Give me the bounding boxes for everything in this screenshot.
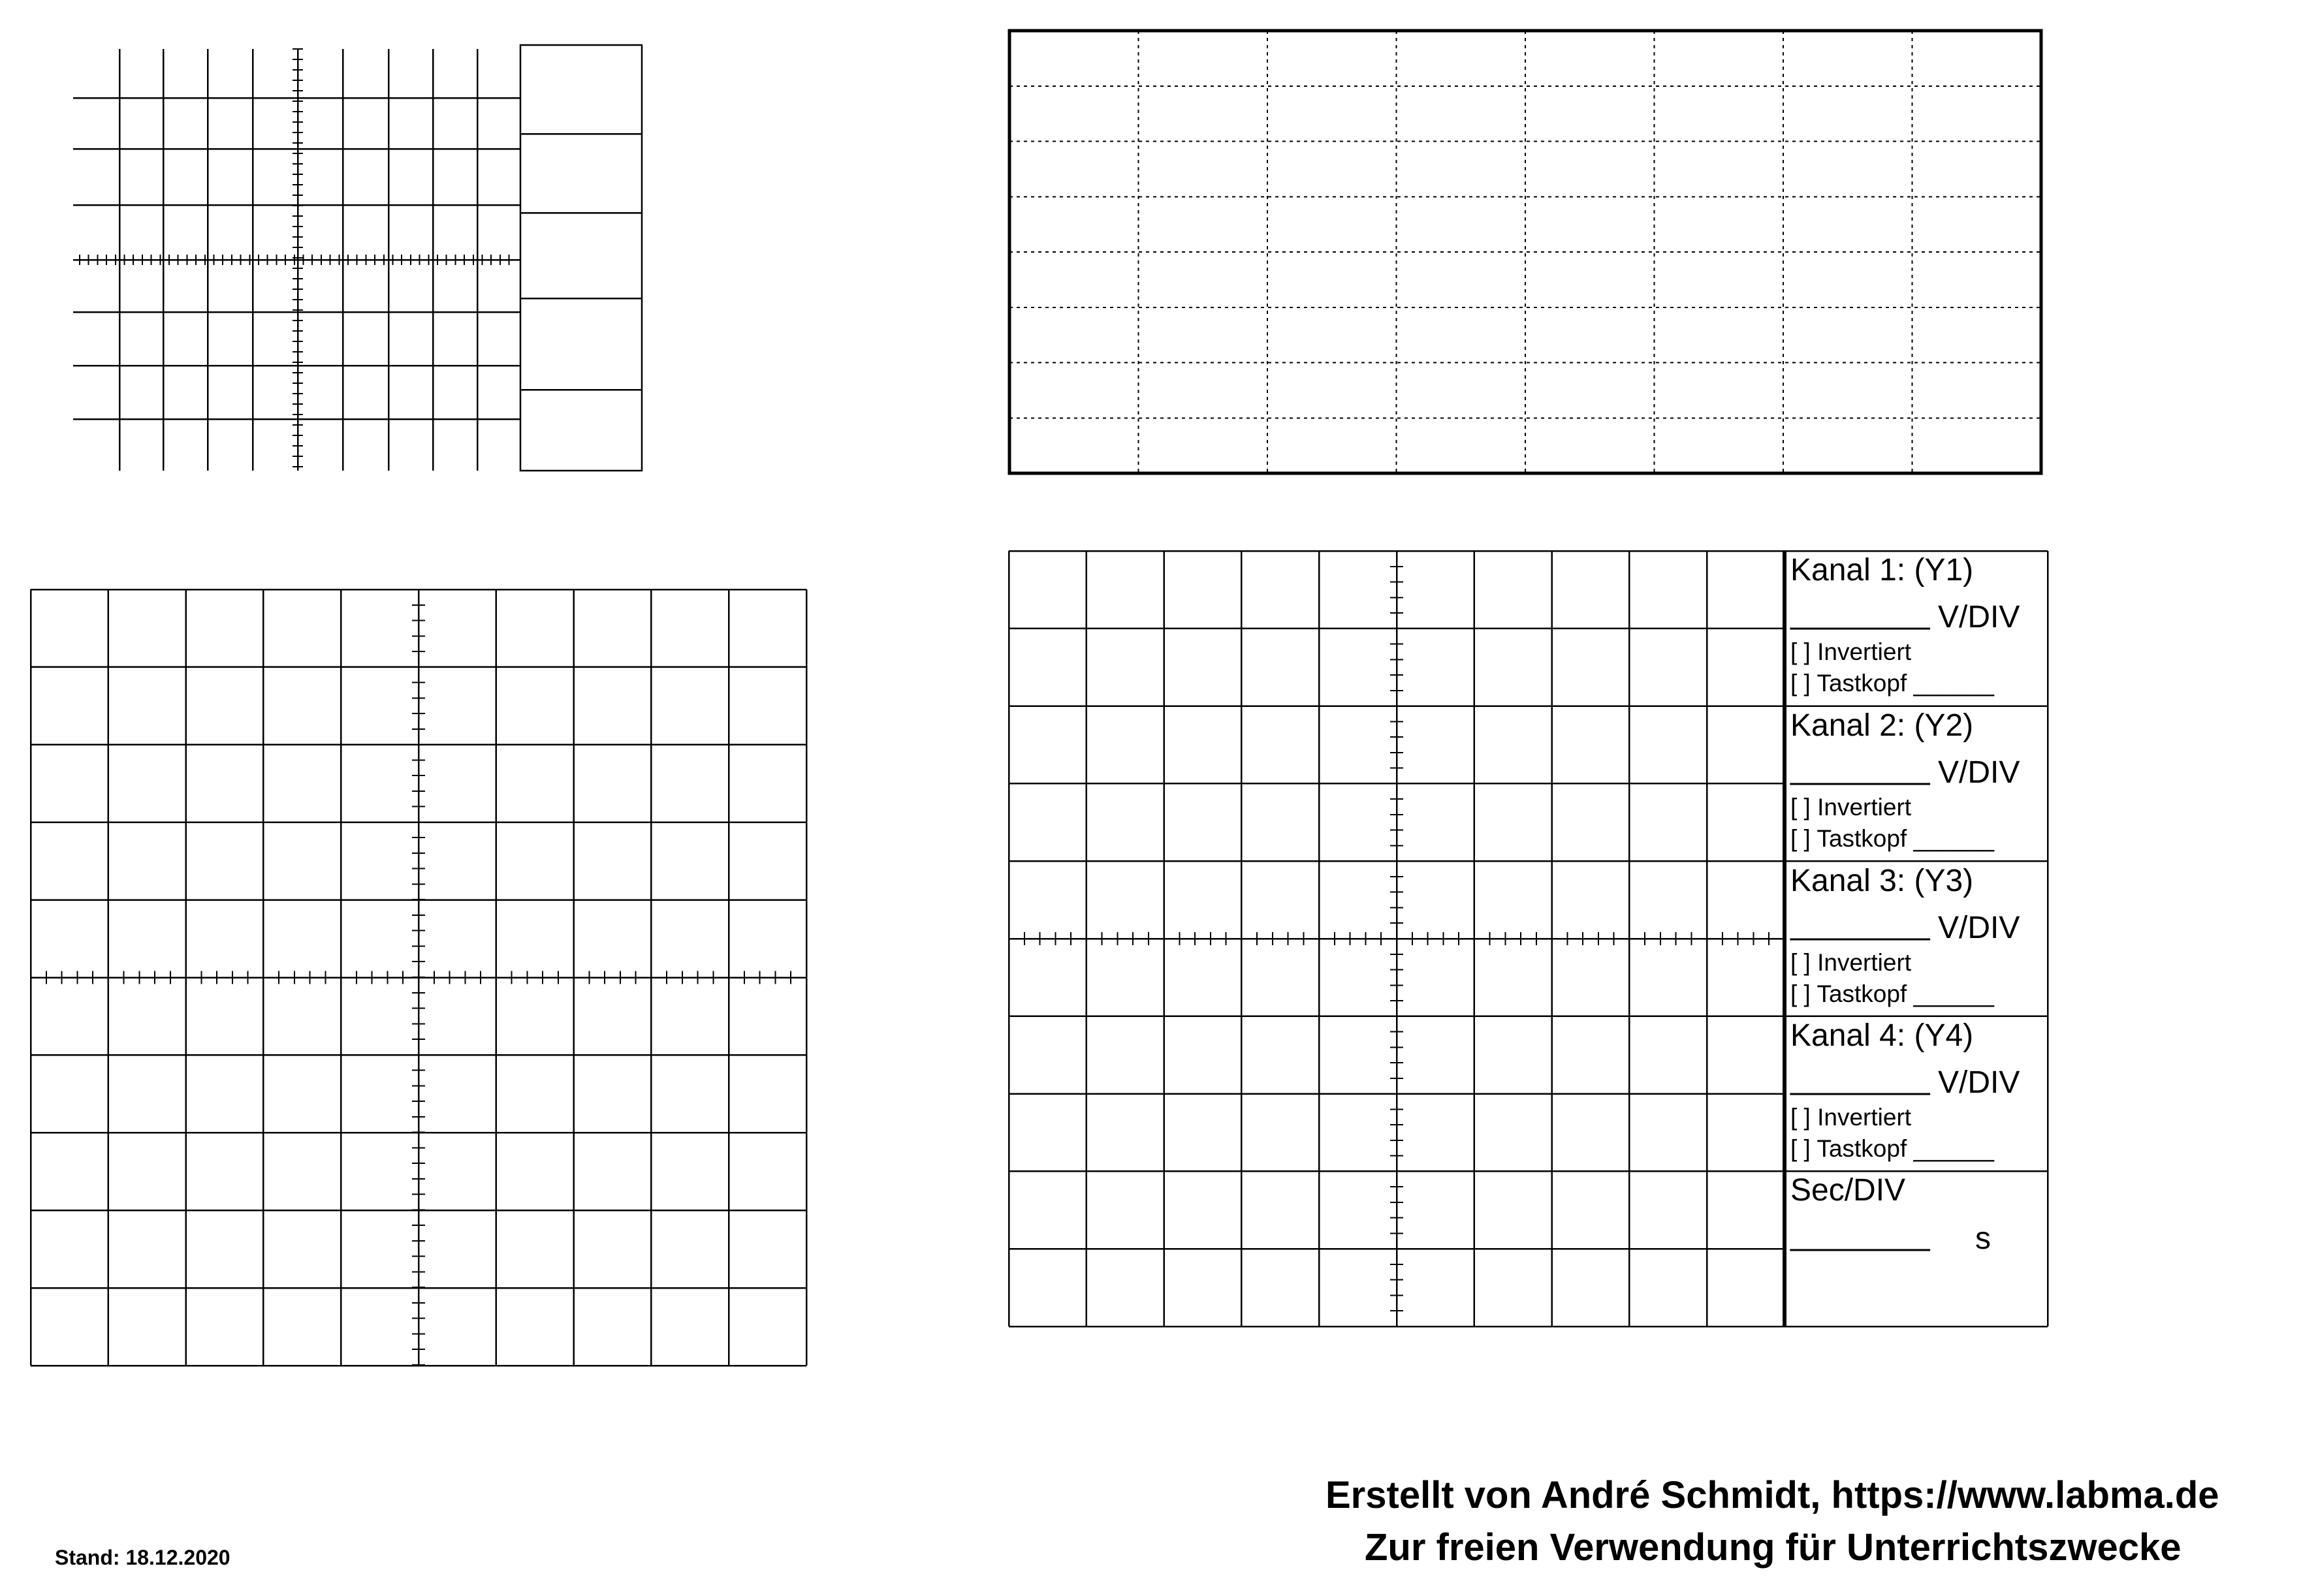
dotted-screen-grid <box>1009 31 2041 473</box>
channel-4-inverted-checkbox[interactable]: [ ] Invertiert <box>1790 1104 1912 1131</box>
channel-1-title: Kanal 1: (Y1) <box>1790 553 1974 587</box>
channel-3-unit: V/DIV <box>1938 911 2020 945</box>
small-panel-frame <box>520 45 642 471</box>
channel-1-inverted-checkbox[interactable]: [ ] Invertiert <box>1790 638 1912 665</box>
channel-3-probe-checkbox[interactable]: [ ] Tastkopf ______ <box>1790 980 1994 1007</box>
channel-1-unit: V/DIV <box>1938 600 2020 634</box>
channel-2-volt-blank[interactable]: ________ <box>1790 751 1930 786</box>
channel-3-inverted-checkbox[interactable]: [ ] Invertiert <box>1790 949 1912 976</box>
channel-2-title: Kanal 2: (Y2) <box>1790 708 1974 743</box>
channel-2-unit: V/DIV <box>1938 755 2020 790</box>
small-grid-side-panel <box>520 45 642 471</box>
small-oscilloscope-grid <box>73 49 520 471</box>
footer-credit: Erstellt von André Schmidt, https://www.labma.de <box>1325 1474 2219 1516</box>
channel-3-title: Kanal 3: (Y3) <box>1790 864 1974 898</box>
channel-4-unit: V/DIV <box>1938 1065 2020 1100</box>
footer-usage: Zur freien Verwendung für Unterrichtszwecke <box>1365 1526 2182 1569</box>
channel-oscilloscope-grid <box>1009 551 1785 1326</box>
channel-3-volt-blank[interactable]: ________ <box>1790 907 1930 941</box>
channel-1-volt-blank[interactable]: ________ <box>1790 596 1930 631</box>
channel-4-title: Kanal 4: (Y4) <box>1790 1018 1974 1053</box>
large-oscilloscope-grid <box>31 589 806 1366</box>
timebase-blank[interactable]: ________ <box>1790 1217 1930 1252</box>
channel-4-probe-checkbox[interactable]: [ ] Tastkopf ______ <box>1790 1135 1994 1162</box>
timebase-unit: s <box>1975 1221 1991 1256</box>
footer-date: Stand: 18.12.2020 <box>55 1546 230 1569</box>
channel-2-inverted-checkbox[interactable]: [ ] Invertiert <box>1790 794 1912 821</box>
timebase-title: Sec/DIV <box>1790 1173 1906 1208</box>
channel-1-probe-checkbox[interactable]: [ ] Tastkopf ______ <box>1790 670 1994 696</box>
channel-2-probe-checkbox[interactable]: [ ] Tastkopf ______ <box>1790 825 1994 852</box>
channel-4-volt-blank[interactable]: ________ <box>1790 1061 1930 1096</box>
